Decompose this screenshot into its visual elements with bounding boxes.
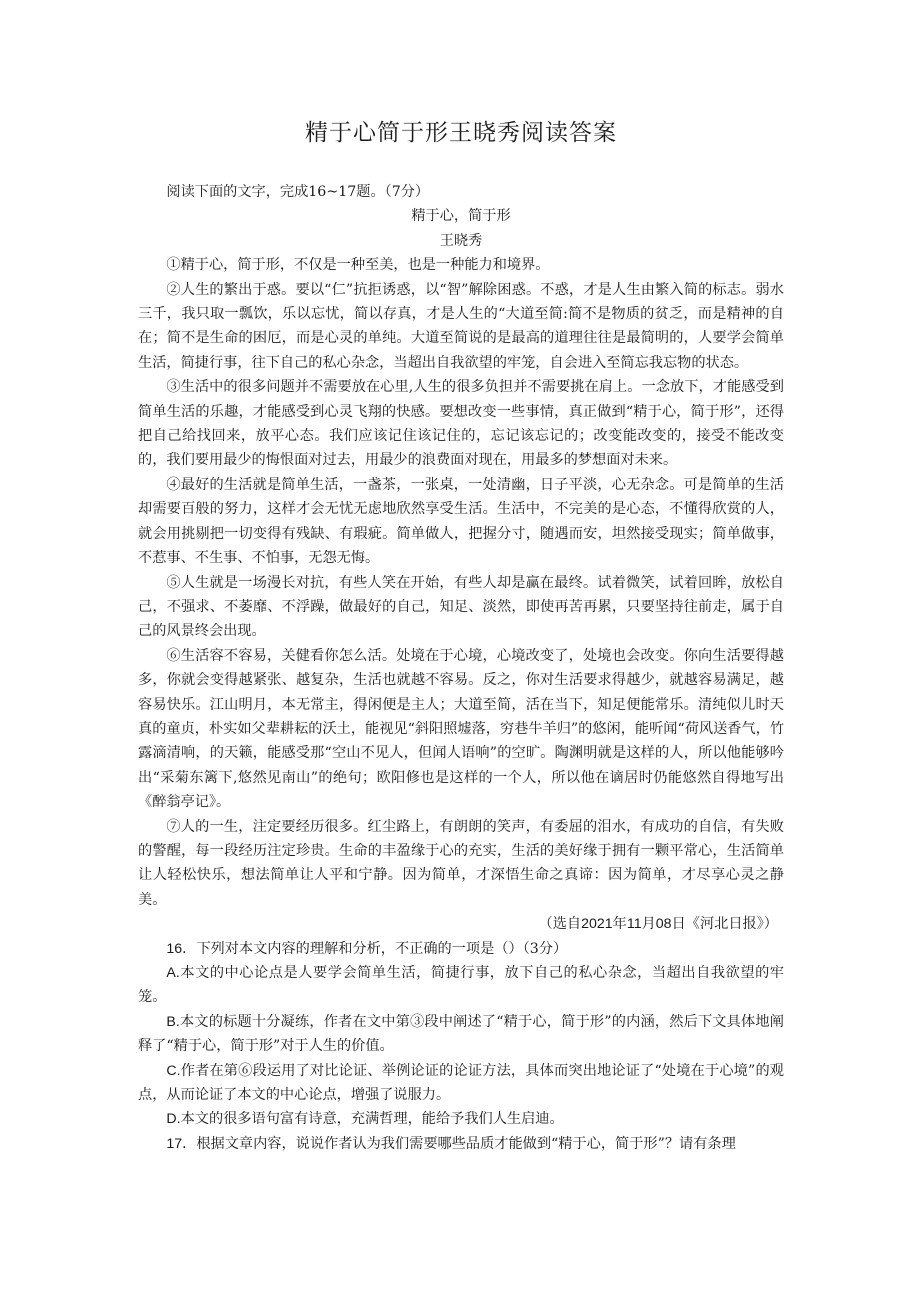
paragraph-7: ⑦人的一生，注定要经历很多。红尘路上，有朗朗的笑声，有委屈的泪水，有成功的自信，有失败的警醒，每一段经历注定珍贵。生命的丰盈缘于心的充实，生活的美好缘于拥有一颗平常心，生活简单让人轻松快乐，想法简单让人平和宁静。因为简单，才深悟生命之真谛：因为简单，才尽享心灵之静美。 xyxy=(138,818,784,908)
question-16-option-b xyxy=(138,1010,784,1059)
question-17-stem: ．根据文章内容，说说作者认为我们需要哪些品质才能做到“精于心，简于形”？请有条理 xyxy=(182,1135,736,1152)
option-d-text: 本文的很多语句富有诗意，充满哲理，能给予我们人生启迪。 xyxy=(180,1111,564,1128)
paragraph-3: ③生活中的很多问题并不需要放在心里,人生的很多负担并不需要挑在肩上。一念放下，才能感受到简单生活的乐趣，才能感受到心灵飞翔的快感。要想改变一些事情，真正做到“精于心，简于形”，还得把自己给找回来，放平心态。我们应该记住该记住的，忘记该忘记的；改变能改变的，接受不能改变的，我们要用最少的悔恨面对过去，用最少的浪费面对现在，用最多的梦想面对未来。 xyxy=(138,379,784,469)
paragraph-2: ②人生的繁出于惑。要以“仁”抗拒诱惑，以“智”解除困惑。不惑，才是人生由繁入简的标志。弱水三千，我只取一瓢饮，乐以忘忧，简以存真，才是人生的“大道至简:简不是物质的贫乏，而是精神的自在；简不是生命的困厄，而是心灵的单纯。大道至简说的是最高的道理往往是最简明的，人要学会简单生活，简捷行事，往下自己的私心杂念，当超出自我欲望的牢笼，自会进入至简忘我忘物的状态。 xyxy=(138,281,784,371)
document-body xyxy=(138,180,784,1156)
question-16-option-a xyxy=(138,961,784,1010)
option-b-letter: B. xyxy=(166,1013,180,1030)
source-month-unit: 月 xyxy=(641,916,656,933)
question-17 xyxy=(138,1132,784,1156)
paragraph-5: ⑤人生就是一场漫长对抗，有些人笑在开始，有些人却是赢在最终。试着微笑，试着回眸，放松自己，不强求、不萎靡、不浮躁，做最好的自己，知足、淡然，即使再苦再累，只要坚持往前走，属于自己的风景终会出现。 xyxy=(138,574,784,640)
option-a-letter: A. xyxy=(166,965,180,981)
option-a-text: 本文的中心论点是人要学会简单生活，简捷行事，放下自己的私心杂念，当超出自我欲望的牢笼。 xyxy=(138,965,784,1006)
question-16-option-d xyxy=(138,1107,784,1131)
paragraph-1: ①精于心，简于形，不仅是一种至美，也是一种能力和境界。 xyxy=(166,257,550,274)
source-prefix: （选自 xyxy=(538,916,582,933)
question-16 xyxy=(138,937,784,961)
document-title: 精于心简于形王晓秀阅读答案 xyxy=(305,120,617,146)
question-16-number: 16 xyxy=(166,940,183,957)
paragraph-6: ⑥生活容不容易，关健看你怎么活。处境在于心境，心境改变了，处境也会改变。你向生活要得越多，你就会变得越紧张、越复杂，生活也就越不容易。反之，你对生活要求得越少，就越容易满足，越容易快乐。江山明月，本无常主，得闲便是主人；大道至简，活在当下，知足便能常乐。清纯似儿时天真的童贞，朴实如父辈耕耘的沃土，能视见“斜阳照墟落，穷巷牛羊归”的悠闲，能听闻“荷风送香气，竹露滴清响，的天籁，能感受那“空山不见人，但闻人语响”的空旷。陶渊明就是这样的人，所以他能够吟出“采菊东篱下,悠然见南山”的绝句；欧阳修也是这样的一个人，所以他在谪居时仍能悠然自得地写出《醉翁亭记》。 xyxy=(138,647,785,811)
article-author: 王晓秀 xyxy=(439,232,483,249)
question-16-option-c xyxy=(138,1059,784,1108)
article-title: 精于心，简于形 xyxy=(411,208,511,225)
option-d-letter: D. xyxy=(166,1111,181,1128)
source-year-unit: 年 xyxy=(612,916,627,933)
question-17-number: 17 xyxy=(166,1135,183,1152)
paragraph-4: ④最好的生活就是简单生活，一盏茶，一张桌，一处清幽，日子平淡，心无杂念。可是简单的生活却需要百般的努力，这样才会无忧无虑地欣然享受生活。生活中，不完美的是心态，不懂得欣赏的人，就会用挑剔把一切变得有残缺、有瑕疵。简单做人，把握分寸，随遇而安，坦然接受现实；简单做事，不惹事、不生事、不怕事，无怨无悔。 xyxy=(138,476,784,567)
option-b-text: 本文的标题十分凝练，作者在文中第③段中阐述了“精于心，简于形”的内涵，然后下文具体地阐释了“精于心，简于形”对于人生的价值。 xyxy=(138,1013,784,1055)
source-day-unit: 日 xyxy=(671,916,686,933)
question-16-stem: ．下列对本文内容的理解和分析，不正确的一项是（）（3分） xyxy=(182,940,568,957)
source-citation xyxy=(138,912,784,936)
source-day: 08 xyxy=(655,916,672,933)
source-newspaper: 《河北日报》） xyxy=(685,916,778,933)
instruction: 阅读下面的文字，完成16~17题。（7分） xyxy=(166,184,430,200)
option-c-letter: C. xyxy=(166,1062,181,1079)
option-c-text: 作者在第⑥段运用了对比论证、举例论证的论证方法，具体而突出地论证了“处境在于心境”的观点，从而论证了本文的中心论点，增强了说服力。 xyxy=(138,1062,784,1104)
source-year: 2021 xyxy=(581,916,613,933)
source-month: 11 xyxy=(626,916,642,933)
